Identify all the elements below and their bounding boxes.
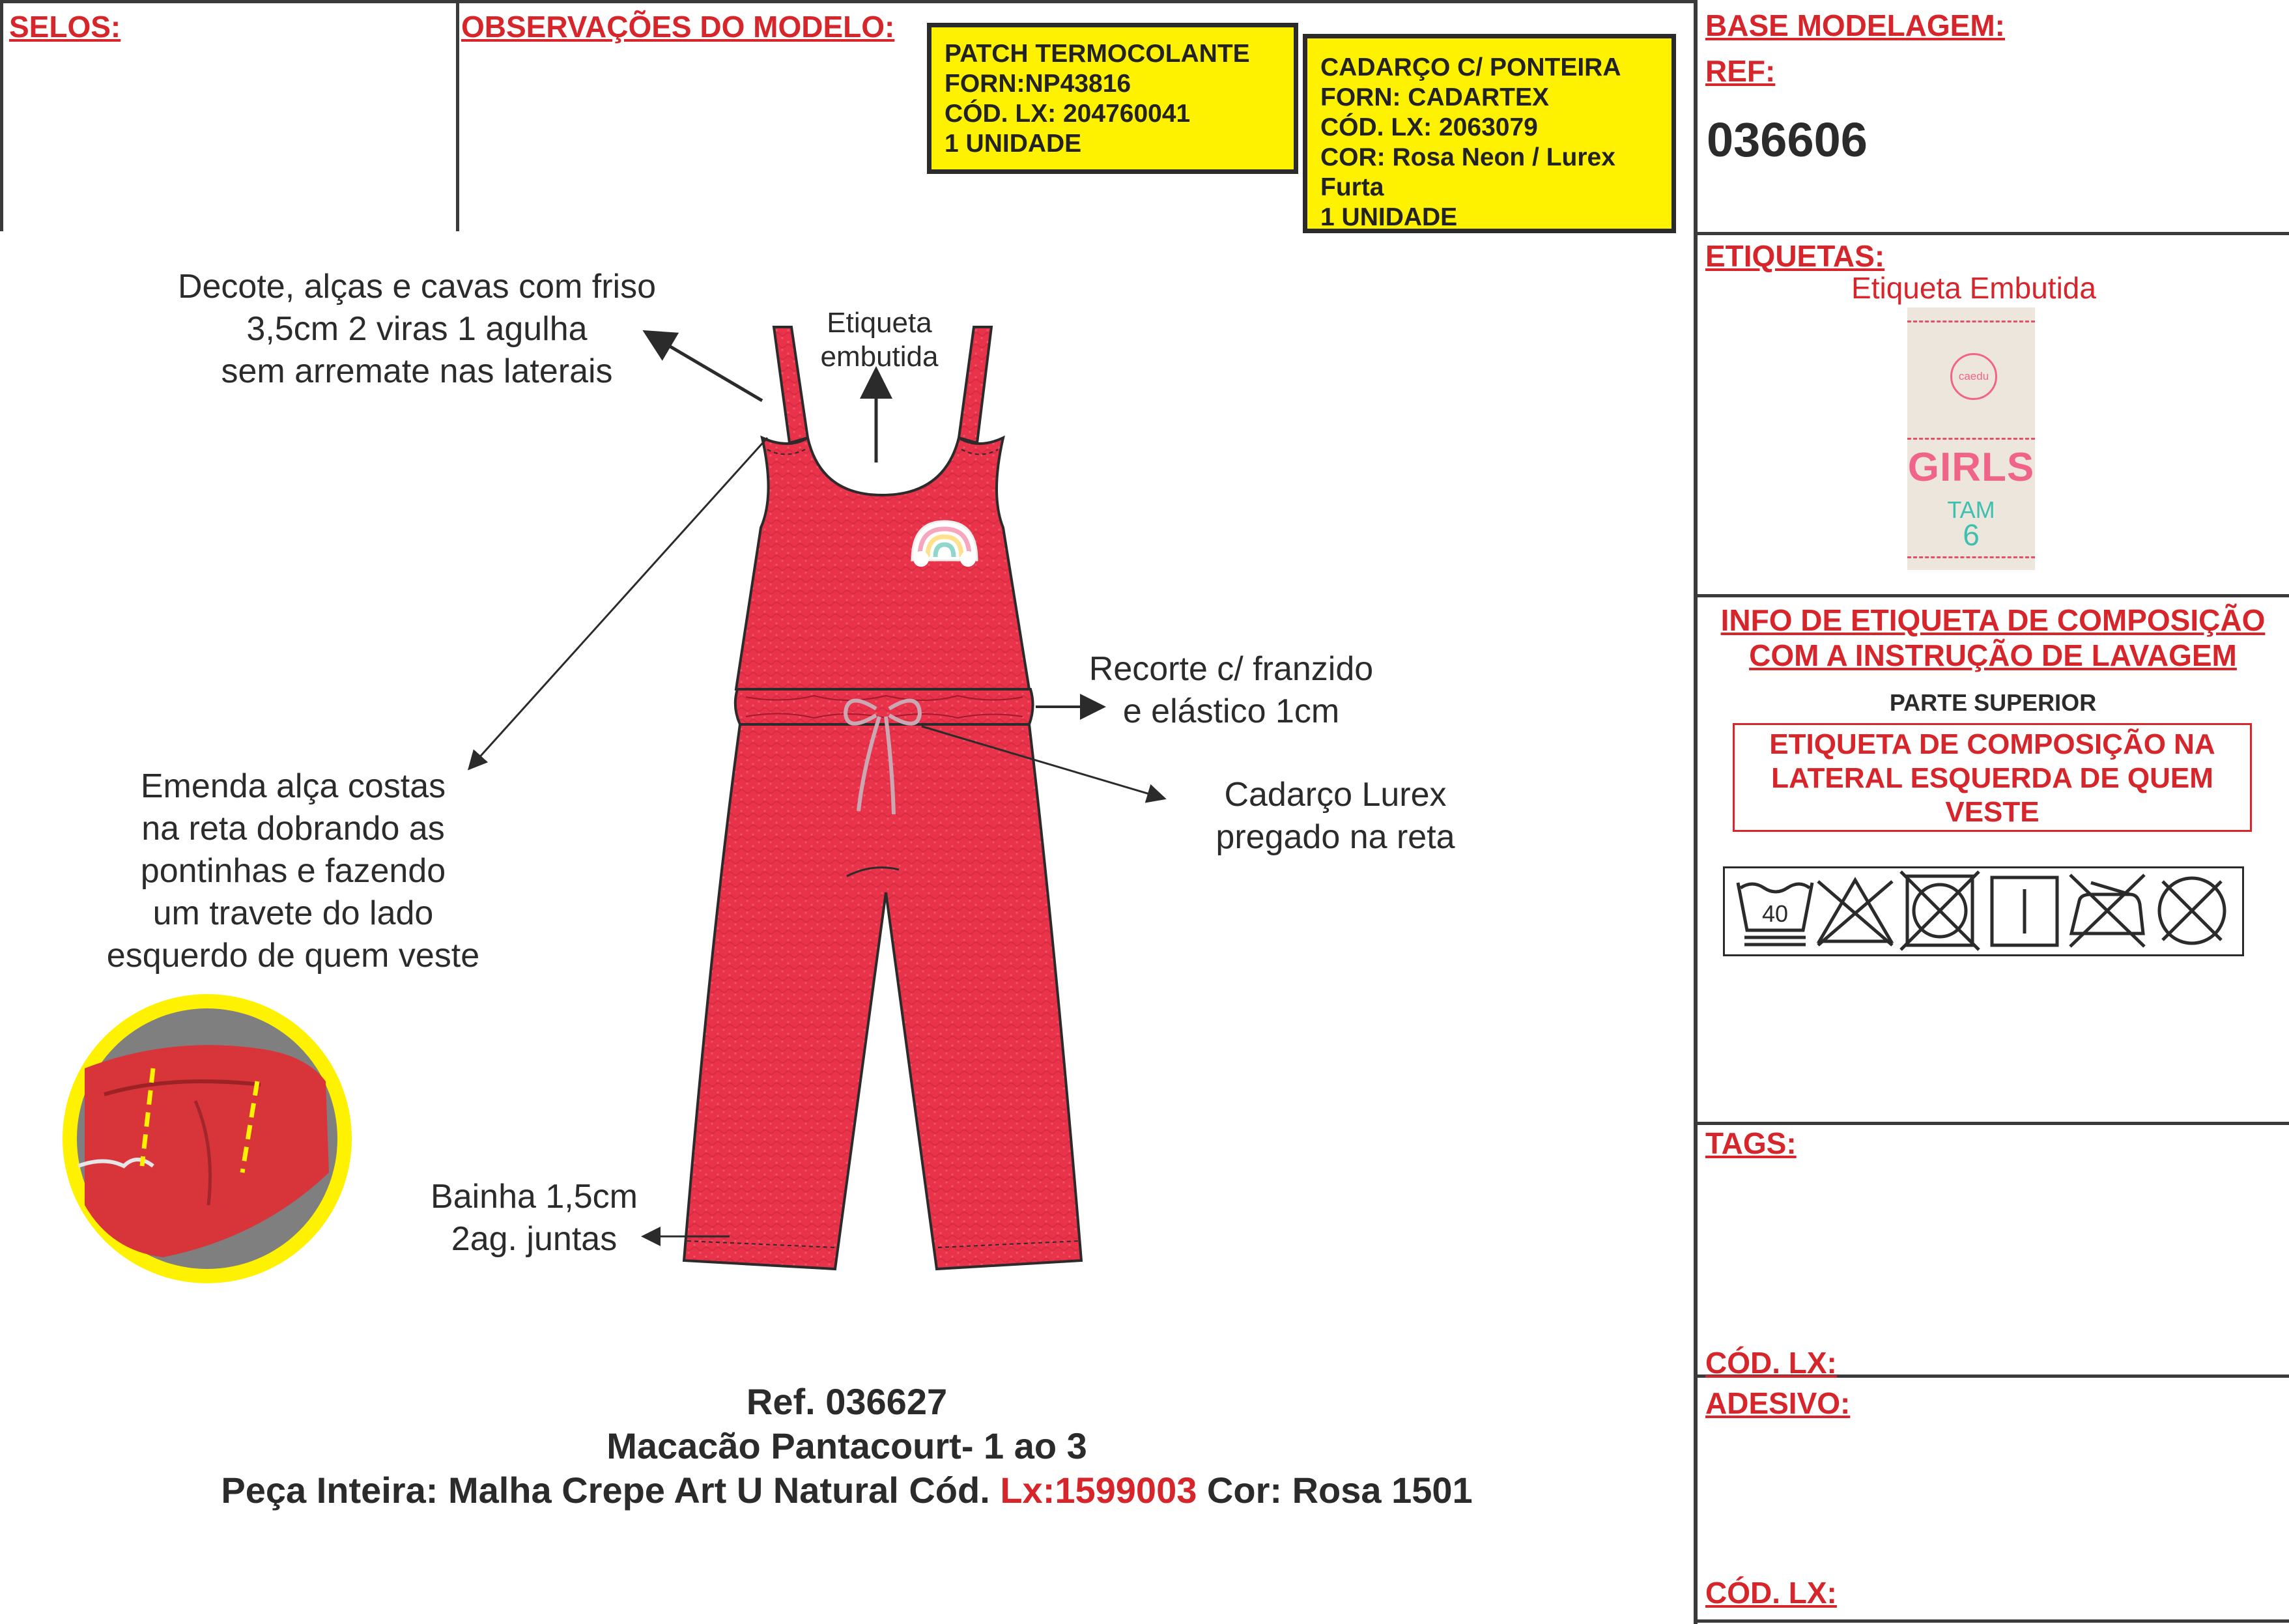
bodice: [736, 438, 1029, 689]
info-title: [1697, 603, 2289, 673]
patch-line: 1 UNIDADE: [945, 130, 1082, 158]
composition-note-box: [1733, 723, 2252, 832]
emenda-line: na reta dobrando as: [141, 810, 445, 848]
tags-label: TAGS:: [1705, 1126, 1797, 1160]
no-dry-clean-icon: [2150, 868, 2234, 953]
info-title-line-2: COM A INSTRUÇÃO DE LAVAGEM: [1749, 638, 2237, 672]
label-bottom-stitch: [1907, 556, 2035, 558]
caption-fabric-code: Lx:1599003: [1000, 1470, 1197, 1511]
no-bleach-icon: [1813, 868, 1898, 953]
emenda-line: Emenda alça costas: [140, 767, 446, 805]
sidebar-sep-1: [1694, 232, 2289, 235]
caption-model: Macacão Pantacourt- 1 ao 3: [606, 1425, 1087, 1466]
rainbow-patch: [912, 521, 977, 567]
cadarco-note: [1179, 774, 1492, 859]
decote-line: Decote, alças e cavas com friso: [177, 268, 657, 306]
adesivo-label: ADESIVO:: [1705, 1386, 1851, 1420]
recorte-note: [1055, 648, 1407, 733]
composition-line: VESTE: [1945, 796, 2040, 828]
caedu-logo-text: caedu: [1958, 370, 1989, 382]
ref-value: 036606: [1707, 113, 1868, 167]
caption-ref: Ref. 036627: [746, 1381, 948, 1422]
patch-line: CÓD. LX: 204760041: [945, 100, 1191, 128]
emenda-note: [65, 765, 521, 977]
no-iron-icon: [2065, 868, 2150, 953]
line-dry-icon: [1982, 868, 2067, 953]
wash-40-icon: [1733, 868, 1817, 953]
bainha-line: Bainha 1,5cm: [431, 1178, 638, 1216]
caption-fabric-suffix: Cor: Rosa 1501: [1206, 1470, 1473, 1511]
info-title-line-1: INFO DE ETIQUETA DE COMPOSIÇÃO: [1720, 603, 2266, 637]
recorte-line: Recorte c/ franzido: [1088, 650, 1374, 688]
cadarco-line: CÓD. LX: 2063079: [1320, 113, 1538, 141]
parte-superior: PARTE SUPERIOR: [1889, 689, 2097, 716]
stitch-detail-circle: [63, 994, 352, 1283]
cadarco-line: 1 UNIDADE: [1320, 203, 1458, 231]
sidebar-border: [1694, 0, 1698, 1624]
label-tam: TAM: [1947, 496, 1995, 523]
cadarco-line: FORN: CADARTEX: [1320, 83, 1549, 111]
label-girls: GIRLS: [1907, 445, 2035, 490]
sidebar-sep-3: [1694, 1122, 2289, 1125]
cadarco-line: CADARÇO C/ PONTEIRA: [1320, 53, 1621, 81]
caedu-logo: [1950, 353, 1997, 400]
wash-temp: 40: [1761, 900, 1789, 927]
decote-line: 3,5cm 2 viras 1 agulha: [246, 310, 588, 348]
bainha-note: [404, 1176, 664, 1261]
selos-label: SELOS:: [9, 10, 121, 44]
recorte-line: e elástico 1cm: [1122, 692, 1340, 730]
etiqueta-title: Etiqueta Embutida: [1851, 271, 2096, 305]
bainha-line: 2ag. juntas: [451, 1220, 618, 1258]
cadarco-note-line: Cadarço Lurex: [1224, 776, 1447, 814]
ref-label: REF:: [1705, 54, 1776, 88]
composition-line: LATERAL ESQUERDA DE QUEM: [1771, 762, 2213, 794]
caption-fabric: [0, 1468, 1694, 1513]
sidebar-bottom: [1694, 1619, 2289, 1623]
adesivo-cod-label: CÓD. LX:: [1705, 1576, 1837, 1610]
emenda-line: pontinhas e fazendo: [140, 852, 446, 890]
patch-line: PATCH TERMOCOLANTE: [945, 40, 1250, 68]
etiqueta-note: [801, 306, 958, 374]
emenda-line: esquerdo de quem veste: [106, 937, 480, 975]
emenda-line: um travete do lado: [152, 894, 434, 932]
composition-line: ETIQUETA DE COMPOSIÇÃO NA: [1769, 728, 2215, 760]
cadarco-line: COR: Rosa Neon / Lurex: [1320, 143, 1615, 171]
cadarco-line: Furta: [1320, 173, 1384, 201]
etiquetas-label: ETIQUETAS:: [1705, 239, 1885, 273]
label-fold-stitch: [1907, 438, 2035, 440]
decote-line: sem arremate nas laterais: [221, 352, 613, 390]
decote-note: [140, 266, 694, 393]
emenda-arrow: [470, 438, 767, 767]
model-caption: [0, 1380, 1694, 1513]
patch-line: FORN:NP43816: [945, 70, 1131, 98]
label-top-stitch: [1907, 321, 2035, 322]
right-strap: [959, 327, 991, 443]
caption-fabric-prefix: Peça Inteira: Malha Crepe Art U Natural Cód.: [221, 1470, 990, 1511]
base-modelagem-label: BASE MODELAGEM:: [1705, 8, 2005, 42]
tags-cod-label: CÓD. LX:: [1705, 1346, 1837, 1380]
etiqueta-line: Etiqueta: [827, 307, 932, 339]
label-size: 6: [1963, 518, 1980, 552]
woven-label-card: [1907, 307, 2035, 570]
no-tumble-dry-icon: [1898, 868, 1982, 953]
etiqueta-line: embutida: [820, 341, 939, 373]
cadarco-note-line: pregado na reta: [1216, 818, 1455, 856]
sidebar-sep-2: [1694, 594, 2289, 597]
pants: [684, 724, 1081, 1269]
care-symbols: [1723, 866, 2244, 956]
observacoes-label: OBSERVAÇÕES DO MODELO:: [461, 10, 895, 44]
waist-band: [735, 689, 1033, 724]
